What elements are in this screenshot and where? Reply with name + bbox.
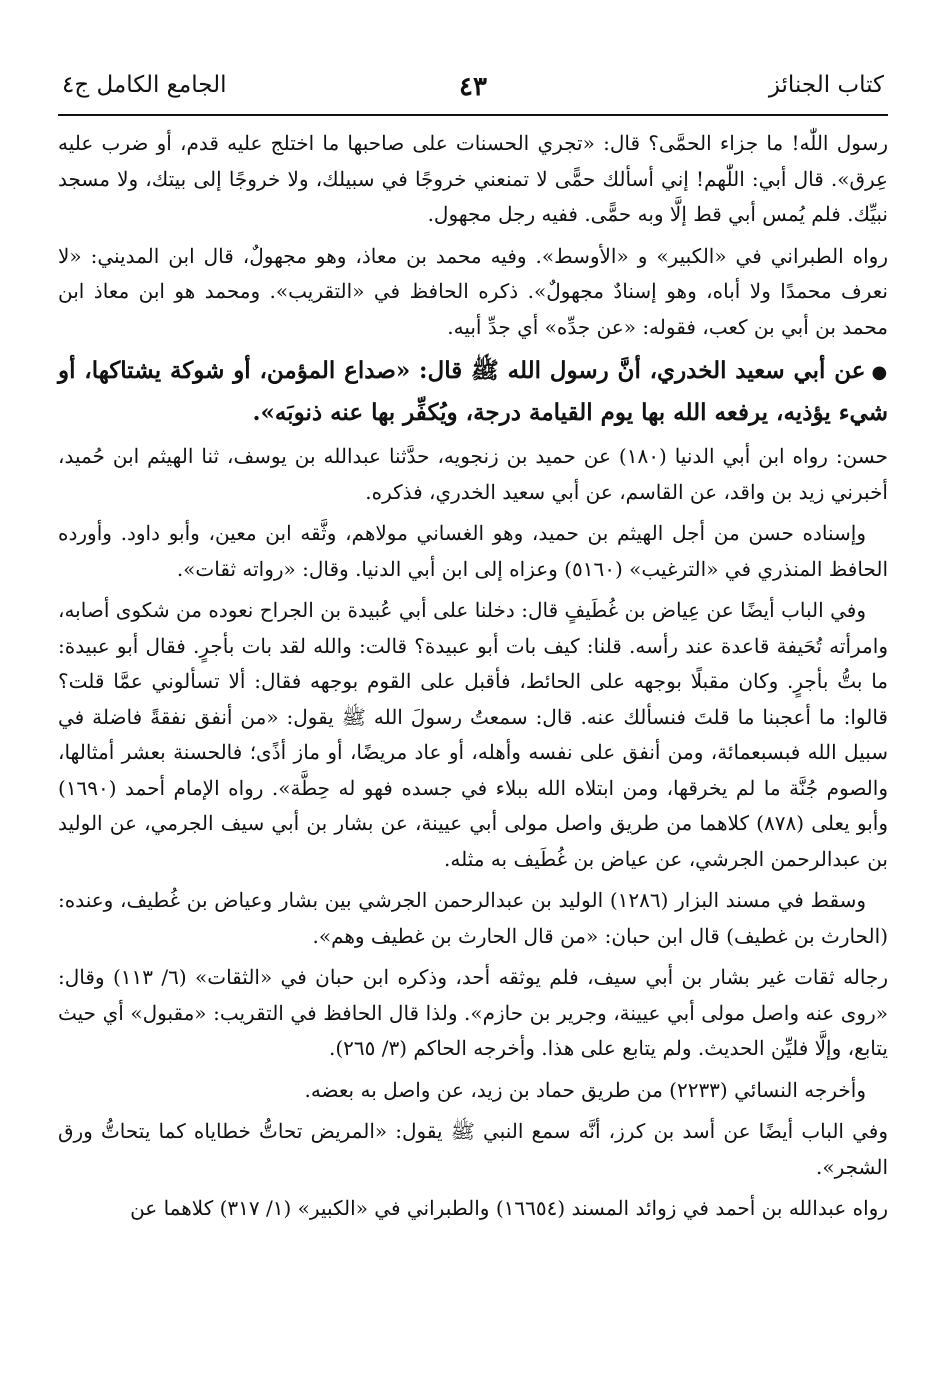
running-header [58,66,888,116]
book-title: كتاب الجنائز [768,72,884,98]
bullet-icon: ● [871,362,888,383]
paragraph [58,1073,888,1109]
paragraph [58,1114,888,1185]
paragraph [58,1191,888,1227]
page-number: ٤٣ [459,72,487,102]
paragraph [58,516,888,587]
paragraph [58,126,888,233]
paragraph [58,593,888,877]
paragraph-text: رسول اللّٰه! ما جزاء الحمَّى؟ قال: «تجري الحسنات على صاحبها ما اختلج عليه قدم، أو ضرب عليه عِرق». قال أبي: اللّٰهم! إني أسألك حمًّى لا تمنعني خروجًا في سبيلك، ولا خروجًا إلى بيتك، ولا مسجد نبيِّك. فلم يُمس أبي قط إلَّا وبه حمًّى. ففيه رجل مجهول. [58,131,888,226]
paragraph-text: وأخرجه النسائي (٢٢٣٣) من طريق حماد بن زيد، عن واصل به بعضه. [304,1077,866,1102]
hadith-text [58,351,888,433]
paragraph-text: رواه عبدالله بن أحمد في زوائد المسند (١٦٦٥٤) والطبراني في «الكبير» (١/ ٣١٧) كلاهما عن [130,1196,888,1220]
paragraph-text: عن أبي سعيد الخدري، أنَّ رسول الله ﷺ قال: «صداع المؤمن، أو شوكة يشتاكها، أو شيء يؤذيه، يرفعه الله بها يوم القيامة درجة، ويُكفِّر بها عنه ذنوبَه». [58,357,888,426]
paragraph [58,883,888,954]
paragraph [58,439,888,510]
paragraph-text: وإسناده حسن من أجل الهيثم بن حميد، وهو الغساني مولاهم، وثَّقه ابن معين، وأبو داود. وأورده الحافظ المنذري في «الترغيب» (٥١٦٠) وعزاه إلى ابن أبي الدنيا. وقال: «رواته ثقات». [58,521,888,581]
paragraph-text: رواه الطبراني في «الكبير» و «الأوسط». وفيه محمد بن معاذ، وهو مجهولٌ، قال ابن المديني: «لا نعرف محمدًا ولا أباه، وهو إسنادٌ مجهولٌ». ذكره الحافظ في «التقريب». ومحمد هو ابن معاذ ابن محمد بن أبي بن كعب، فقوله: «عن جدِّه» أي جدِّ أبيه. [58,243,888,339]
page-body [58,116,888,1227]
paragraph [58,239,888,346]
volume-title: الجامع الكامل ج٤ [62,72,227,98]
paragraph-text: وفي الباب أيضًا عن عِياض بن غُطَيفٍ قال: دخلنا على أبي عُبيدة بن الجراح نعوده من شكوى أصابه، وامرأته تُحَيفة قاعدة عند رأسه. قلنا: كيف بات أبو عبيدة؟ قالت: والله لقد بات بأجرٍ. فقال أبو عبيدة: ما بتُّ بأجرٍ. وكان مقبلًا بوجهه على الحائط، فأقبل على القوم بوجهه فقال: ألا تسألوني عمَّا قلت؟ قالوا: ما أعجبنا ما قلتَ فنسألك عنه. قال: سمعتُ رسولَ الله ﷺ يقول: «من أنفق نفقةً فاضلة في سبيل الله فبسبعمائة، ومن أنفق على نفسه وأهله، أو عاد مريضًا، أو ماز أذًى؛ فالحسنة بعشر أمثالها، والصوم جُنَّة ما لم يخرقها، ومن ابتلاه الله ببلاء في جسده فهو له حِطَّة». رواه الإمام أحمد (١٦٩٠) وأبو يعلى (٨٧٨) كلاهما من طريق واصل مولى أبي عيينة، عن بشار بن أبي سيف الجرمي، عن الوليد بن عبدالرحمن الجرشي، عن عياض بن غُطَيف به مثله. [58,598,888,871]
paragraph-text: رجاله ثقات غير بشار بن أبي سيف، فلم يوثقه أحد، وذكره ابن حبان في «الثقات» (٦/ ١١٣) وقال: «روى عنه واصل مولى أبي عيينة، وجرير بن حازم». ولذا قال الحافظ في التقريب: «مقبول» أي حيث يتابع، وإلَّا فليِّن الحديث. ولم يتابع على هذا. وأخرجه الحاكم (٣/ ٢٦٥). [58,965,888,1060]
paragraph [58,960,888,1067]
paragraph-text: وفي الباب أيضًا عن أسد بن كرز، أنَّه سمع النبي ﷺ يقول: «المريض تحاتُّ خطاياه كما يتحاتُّ ورق الشجر». [58,1119,888,1179]
paragraph-text: حسن: رواه ابن أبي الدنيا (١٨٠) عن حميد بن زنجويه، حدَّثنا عبدالله بن يوسف، ثنا الهيثم ابن حُميد، أخبرني زيد بن واقد، عن القاسم، عن أبي سعيد الخدري، فذكره. [58,444,889,504]
paragraph-text: وسقط في مسند البزار (١٢٨٦) الوليد بن عبدالرحمن الجرشي بين بشار وعياض بن غُطيف، وعنده: (الحارث بن غطيف) قال ابن حبان: «من قال الحارث بن غطيف وهم». [58,888,888,948]
